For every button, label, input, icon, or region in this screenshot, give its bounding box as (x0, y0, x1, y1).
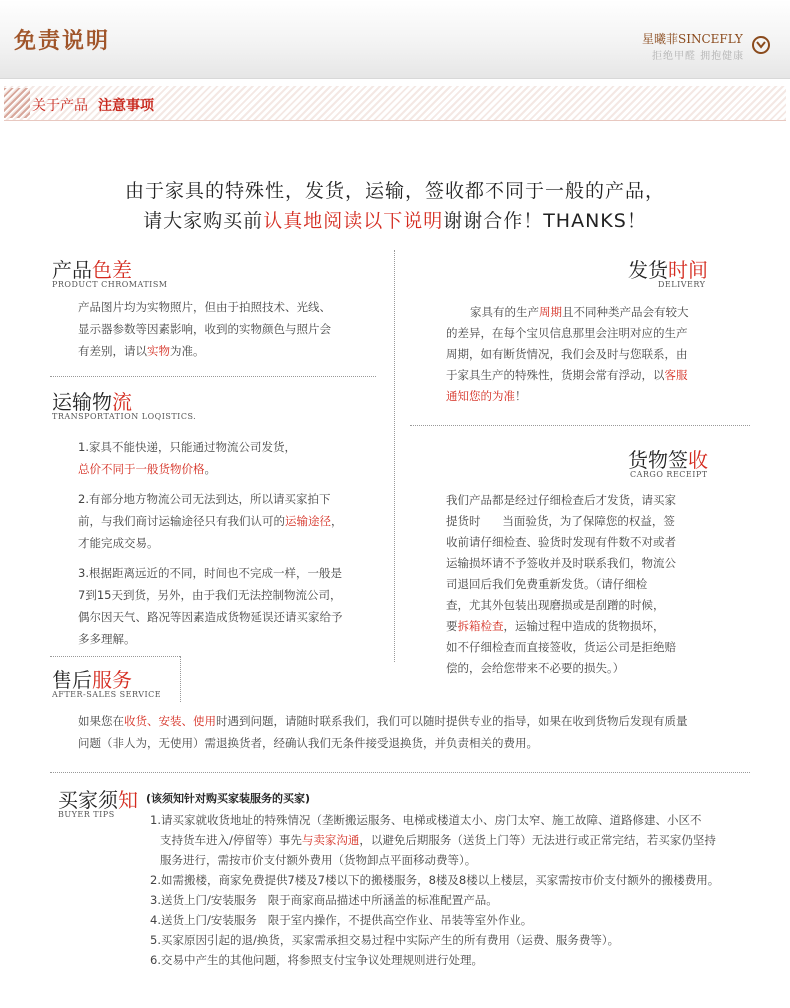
logistics-heading: 运输物流 (52, 390, 132, 414)
buyer-tips-heading: 买家须知 (58, 788, 138, 812)
brand-name: 星曦菲SINCEFLY (642, 32, 743, 46)
color-diff-text: 产品图片均为实物照片，但由于拍照技术、光线、 显示器参数等因素影响，收到的实物颜色与照片会 有差别，请以实物为准。 (78, 300, 331, 358)
list-item: 4.送货上门/安装服务 限于室内操作，不提供高空作业、吊装等室外作业。 (150, 913, 533, 927)
color-diff-heading: 产品色差 (52, 258, 132, 282)
chevron-down-icon[interactable] (752, 36, 770, 54)
cargo-heading: 货物签收 (628, 448, 708, 472)
banner-prefix: 关于产品 (32, 98, 88, 114)
center-divider (394, 250, 395, 662)
divider (50, 376, 376, 377)
divider (410, 425, 750, 426)
cargo-text: 我们产品都是经过仔细检查后才发货，请买家 提货时 当面验货，为了保障您的权益，签 收前请仔细检查、验货时发现有件数不对或者 运输损坏请不予签收并及时联系我们，物流公 司退回后我们免费重新发货。（请仔细检 查，尤其外包装出现磨损或是刮蹭的时候， 要拆箱检查，运输过程中造成的货物损坏， 如不仔细检查而直接签收，货运公司是拒绝赔 偿的，会给您带来不必要的损失。） (446, 493, 676, 675)
section-banner-title (32, 95, 154, 115)
buyer-tips-en: BUYER TIPS (58, 810, 115, 819)
cargo-en: CARGO RECEIPT (630, 470, 708, 479)
delivery-text: 家具有的生产周期且不同种类产品会有较大 的差异，在每个宝贝信息那里会注明对应的生产 周期，如有断货情况，我们会及时与您联系，由 于家具生产的特殊性，货期会常有浮动，以客服 通知您的为准！ (446, 305, 689, 403)
divider (180, 656, 181, 702)
after-sales-heading: 售后服务 (52, 668, 132, 692)
buyer-tips-list: 1.请买家就收货地址的特殊情况（垄断搬运服务、电梯或楼道太小、房门太窄、施工故障、道路修建、小区不 支持货车进入/停留等）事先与卖家沟通，以避免后期服务（送货上门等）无法进行或正常完结，若买家仍坚持 服务进行，需按市价支付额外费用（货物卸点平面移动费等）。 2.如需搬楼，商家免费提供7楼及7楼以下的搬楼服务，8楼及8楼以上楼层，买家需按市价支付额外的搬楼费用。 3.送货上门/安装服务 限于商家商品描述中所涵盖的标准配置产品。 4.送货上门/安装服务 限于室内操作，不提供高空作业、吊装等室外作业。 5.买家原因引起的退/换货，买家需承担交易过程中实际产生的所有费用（运费、服务费等）。 6.交易中产生的其他问题，将参照支付宝争议处理规则进行处理。 (150, 810, 770, 970)
after-sales-text: 如果您在收货、安装、使用时遇到问题，请随时联系我们，我们可以随时提供专业的指导，如果在收到货物后发现有质量 问题（非人为，无使用）需退换货者，经确认我们无条件接受退换货，并负责相关的费用。 (78, 714, 688, 750)
list-item: 6.交易中产生的其他问题，将参照支付宝争议处理规则进行处理。 (150, 953, 483, 967)
list-item: 3.送货上门/安装服务 限于商家商品描述中所涵盖的标准配置产品。 (150, 893, 498, 907)
brand-slogan: 拒绝甲醛 拥抱健康 (652, 51, 745, 62)
buyer-tips-note: (该须知针对购买家装服务的买家) (146, 792, 311, 805)
delivery-en: DELIVERY (658, 280, 706, 289)
list-item: 1.请买家就收货地址的特殊情况（垄断搬运服务、电梯或楼道太小、房门太窄、施工故障、道路修建、小区不 (150, 813, 702, 827)
banner-decoration (4, 88, 30, 118)
list-item: 2.如需搬楼，商家免费提供7楼及7楼以下的搬楼服务，8楼及8楼以上楼层，买家需按市价支付额外的搬楼费用。 (150, 873, 720, 887)
color-diff-en: PRODUCT CHROMATISM (52, 280, 168, 289)
logistics-text: 1.家具不能快递，只能通过物流公司发货， 总价不同于一般货物价格。 2.有部分地方物流公司无法到达，所以请买家拍下 前，与我们商讨运输途径只有我们认可的运输途径， 才能完成交易。 3.根据距离远近的不同，时间也不完成一样，一般是 7到15天到货，另外，由于我们无法控制物流公司， 偶尔因天气、路况等因素造成货物延误还请买家给予 多多理解。 (78, 440, 343, 646)
banner-emphasis: 注意事项 (98, 98, 154, 114)
intro-line-2: 请大家购买前认真地阅读以下说明谢谢合作！THANKS！ (143, 210, 647, 232)
after-sales-en: AFTER-SALES SERVICE (52, 690, 162, 699)
divider (50, 656, 180, 657)
intro-line-1: 由于家具的特殊性，发货，运输，签收都不同于一般的产品， (124, 180, 665, 202)
delivery-heading: 发货时间 (628, 258, 708, 282)
page-title: 免责说明 (14, 28, 111, 54)
logistics-en: TRANSPORTATION LOQISTICS. (52, 412, 197, 421)
list-item: 5.买家原因引起的退/换货，买家需承担交易过程中实际产生的所有费用（运费、服务费等）。 (150, 933, 620, 947)
divider (50, 772, 750, 773)
